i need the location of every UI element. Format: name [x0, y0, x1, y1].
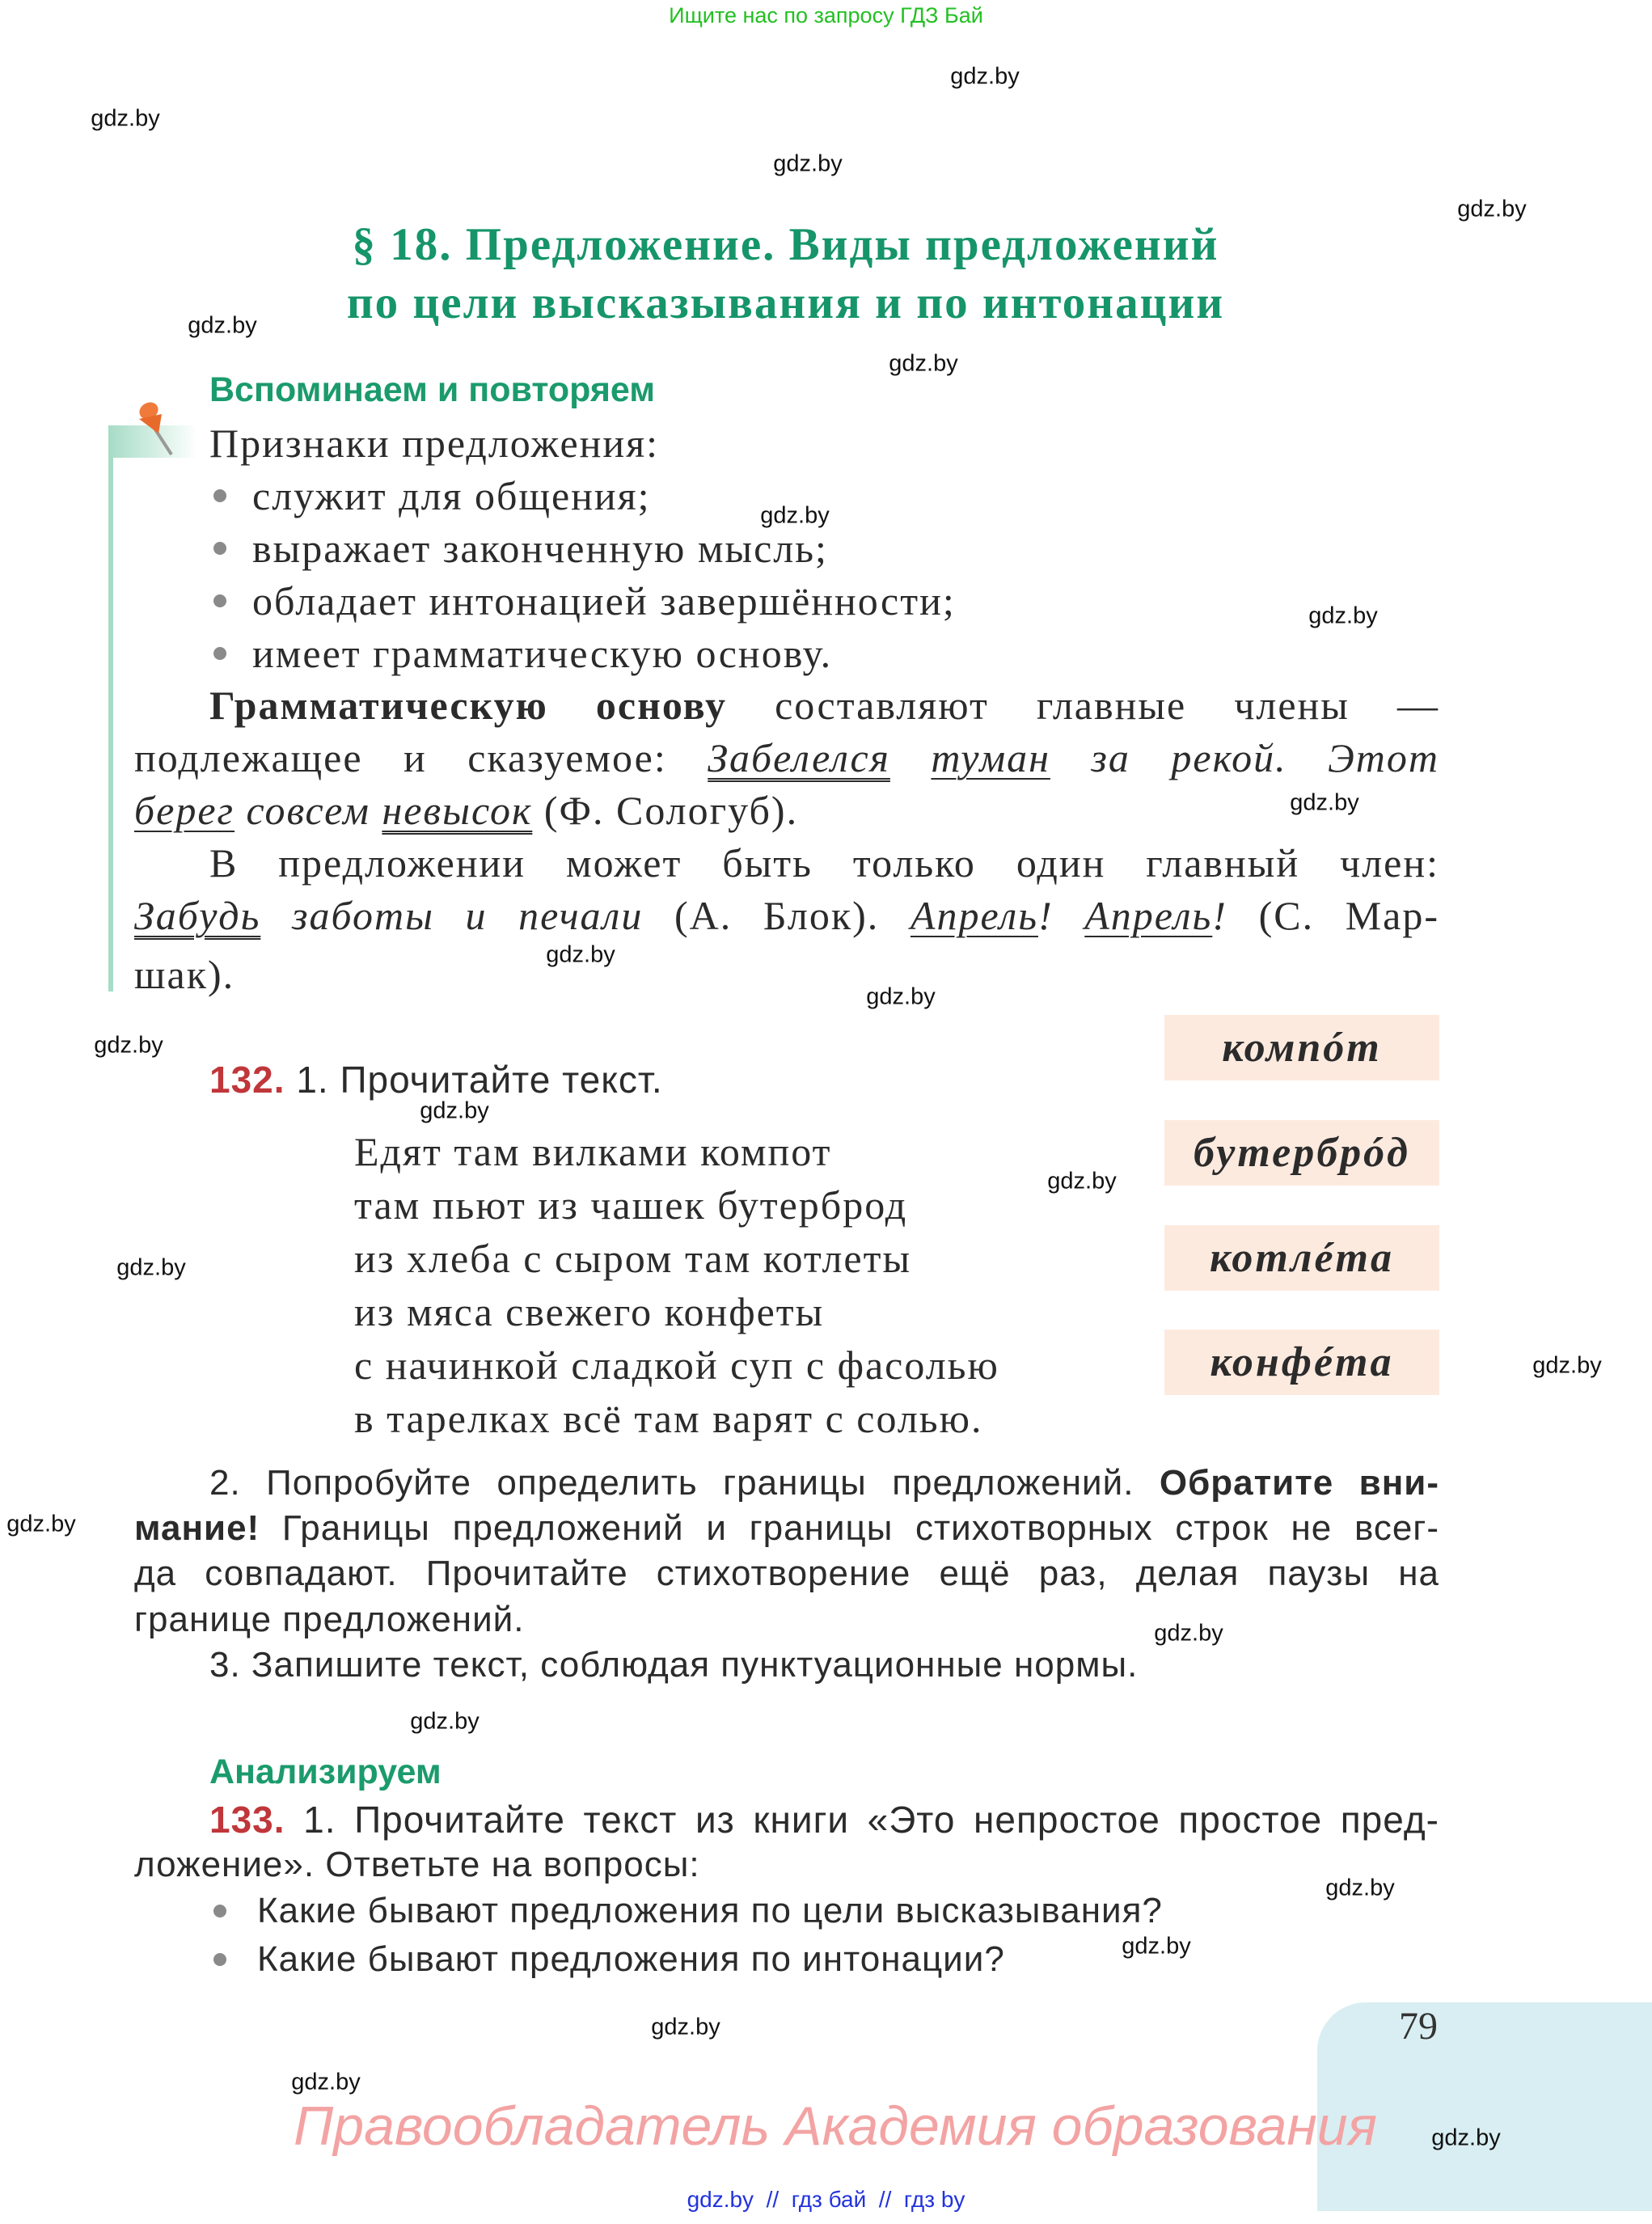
- bullet: [213, 542, 226, 555]
- gdz-watermark: gdz.by: [410, 1708, 480, 1735]
- task2-line: [134, 1506, 1439, 1551]
- attention: мание!: [134, 1508, 260, 1548]
- footer-link[interactable]: gdz.by // гдз бай // гдз by: [687, 2187, 965, 2212]
- predicate: Забудь: [134, 893, 261, 938]
- text: (А. Блок).: [643, 893, 911, 938]
- gdz-watermark: gdz.by: [1290, 789, 1359, 816]
- section-title-line1: § 18. Предложение. Виды предложений: [352, 219, 1219, 270]
- predicate: Забелелся: [708, 735, 890, 780]
- gdz-watermark: gdz.by: [1325, 1875, 1395, 1901]
- copyright-watermark: Правообладатель Академия образования: [294, 2095, 1377, 2157]
- gdz-watermark: gdz.by: [866, 983, 936, 1010]
- subject: берег: [134, 788, 235, 833]
- paragraph-line: [134, 891, 1439, 940]
- gdz-watermark: gdz.by: [1047, 1168, 1117, 1194]
- text: 1. Прочитайте текст из книги «Это непростое простое пред-: [285, 1799, 1439, 1841]
- paragraph-line: [209, 681, 1439, 729]
- paragraph-line: В предложении может быть только один главный член:: [209, 840, 1439, 886]
- text: 2. Попробуйте определить границы предложений.: [209, 1463, 1160, 1503]
- poem-line: из хлеба с сыром там котлеты: [354, 1236, 912, 1281]
- analyze-heading: Анализируем: [209, 1753, 442, 1791]
- poem-line: Едят там вилками компот: [354, 1129, 832, 1174]
- gdz-watermark: gdz.by: [1457, 196, 1527, 222]
- subject: туман: [931, 735, 1050, 780]
- word-card: компóт: [1164, 1015, 1439, 1080]
- subject: Апрель: [910, 893, 1038, 938]
- text: Границы предложений и границы стихотворных строк не всег-: [260, 1508, 1439, 1548]
- gdz-watermark: gdz.by: [291, 2069, 361, 2095]
- text: !: [1212, 893, 1227, 938]
- question: Какие бывают предложения по цели высказывания?: [257, 1891, 1163, 1930]
- predicate: невысок: [382, 788, 533, 833]
- poem-line: с начинкой сладкой суп с фасолью: [354, 1342, 999, 1388]
- poem-line: там пьют из чашек бутерброд: [354, 1182, 908, 1228]
- task2-line: границе предложений.: [134, 1600, 525, 1639]
- recall-bullet: имеет грамматическую основу.: [252, 631, 833, 676]
- gdz-watermark: gdz.by: [6, 1511, 76, 1537]
- recall-heading: Вспоминаем и повторяем: [209, 370, 656, 409]
- term-bold: Грамматическую основу: [209, 683, 727, 728]
- text: !: [1037, 893, 1085, 938]
- bullet: [213, 489, 226, 502]
- section-title-line2: по цели высказывания и по интонации: [346, 277, 1225, 328]
- text: (С. Мар-: [1227, 893, 1439, 938]
- bullet: [213, 647, 226, 660]
- poem-line: в тарелках всё там варят с солью.: [354, 1396, 983, 1441]
- recall-bullet: выражает законченную мысль;: [252, 526, 828, 571]
- page-number: 79: [1399, 2005, 1438, 2048]
- gdz-watermark: gdz.by: [91, 105, 160, 132]
- gdz-watermark: gdz.by: [1308, 603, 1378, 629]
- gdz-watermark: gdz.by: [889, 350, 958, 377]
- poem-line: из мяса свежего конфеты: [354, 1289, 825, 1334]
- pushpin-icon: [129, 395, 186, 459]
- bullet: [213, 594, 226, 607]
- exercise-133-line: ложение». Ответьте на вопросы:: [134, 1845, 700, 1884]
- search-banner[interactable]: Ищите нас по запросу ГДЗ Бай: [669, 3, 983, 27]
- gdz-watermark: gdz.by: [546, 941, 615, 968]
- gdz-watermark: gdz.by: [94, 1032, 163, 1059]
- task2-line: да совпадают. Прочитайте стихотворение ещё раз, делая паузы на: [134, 1554, 1439, 1593]
- exercise-number: 133.: [209, 1799, 285, 1841]
- gdz-watermark: gdz.by: [116, 1254, 186, 1281]
- word-card: бутербрóд: [1164, 1120, 1439, 1186]
- gdz-watermark: gdz.by: [773, 150, 843, 177]
- word-card: котлéта: [1164, 1225, 1439, 1291]
- recall-bullet: служит для общения;: [252, 473, 651, 518]
- paragraph-line: [134, 734, 1439, 782]
- gdz-watermark: gdz.by: [950, 63, 1020, 90]
- recall-bullet: обладает интонацией завершённости;: [252, 578, 956, 624]
- exercise-133-line: [209, 1797, 1439, 1842]
- exercise-132-task1: [209, 1057, 663, 1102]
- gdz-watermark: gdz.by: [1431, 2125, 1501, 2151]
- text: подлежащее и сказуемое:: [134, 735, 708, 780]
- text: заботы и печали: [260, 893, 644, 938]
- gdz-watermark: gdz.by: [1532, 1352, 1602, 1379]
- word-card: конфéта: [1164, 1330, 1439, 1395]
- exercise-number: 132.: [209, 1059, 285, 1101]
- text: [890, 735, 931, 780]
- subject: Апрель: [1084, 893, 1213, 938]
- paragraph-line: [134, 786, 798, 835]
- text: совсем: [234, 788, 382, 833]
- gdz-watermark: gdz.by: [420, 1097, 489, 1124]
- text: составляют главные члены —: [726, 683, 1439, 728]
- paragraph-line: шак).: [134, 952, 235, 997]
- recall-intro: Признаки предложения:: [209, 421, 660, 466]
- text: (Ф. Сологуб).: [532, 788, 799, 833]
- question: Какие бывают предложения по интонации?: [257, 1939, 1005, 1979]
- task3: 3. Запишите текст, соблюдая пунктуационные нормы.: [209, 1645, 1139, 1685]
- task2-line: [209, 1461, 1439, 1506]
- side-bar: [108, 425, 113, 991]
- gdz-watermark: gdz.by: [760, 502, 830, 529]
- gdz-watermark: gdz.by: [1154, 1620, 1223, 1647]
- text: за рекой. Этот: [1050, 735, 1440, 780]
- bullet: [213, 1905, 226, 1917]
- bullet: [213, 1953, 226, 1966]
- gdz-watermark: gdz.by: [188, 312, 257, 339]
- text: 1. Прочитайте текст.: [296, 1059, 663, 1101]
- attention: Обратите вни-: [1159, 1463, 1439, 1503]
- gdz-watermark: gdz.by: [1122, 1933, 1191, 1960]
- gdz-watermark: gdz.by: [651, 2014, 720, 2040]
